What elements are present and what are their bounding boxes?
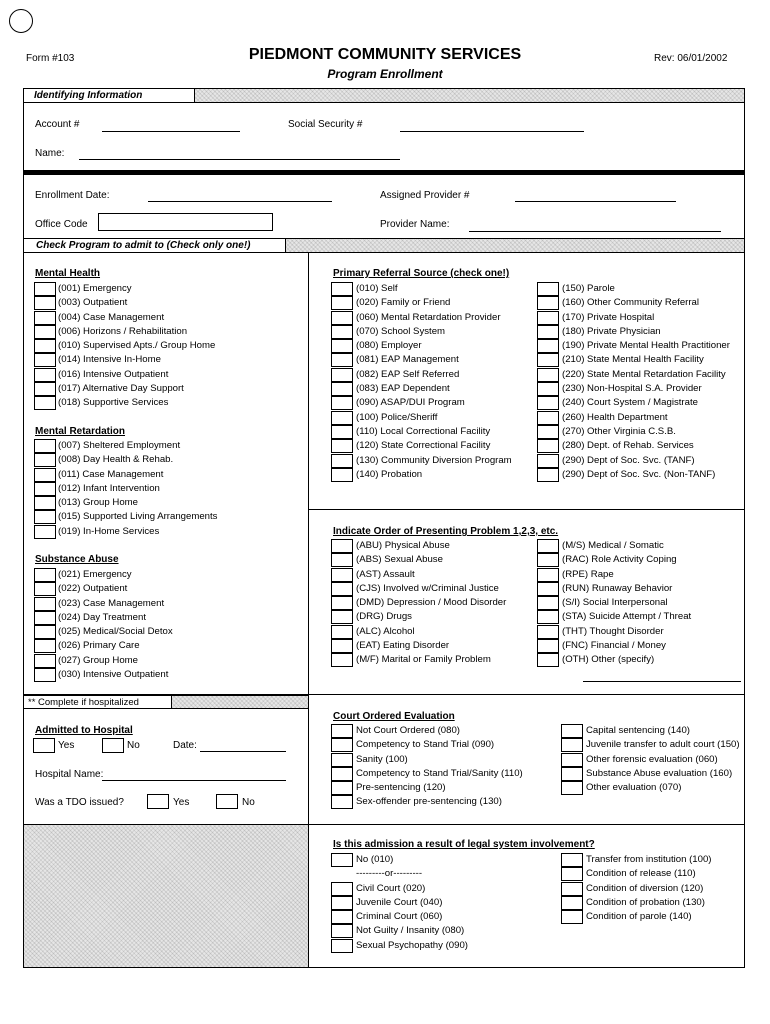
checkbox[interactable] — [331, 439, 353, 453]
mental-retardation-heading: Mental Retardation — [35, 426, 126, 437]
checkbox[interactable] — [34, 639, 56, 653]
admitted-yes-label: Yes — [58, 740, 75, 751]
rank-box[interactable] — [537, 553, 559, 567]
ssn-field[interactable] — [400, 131, 584, 132]
legal-involvement-heading: Is this admission a result of legal system involvement? — [333, 839, 595, 850]
rank-box[interactable] — [331, 596, 353, 610]
checkbox[interactable] — [34, 296, 56, 310]
page-title: PIEDMONT COMMUNITY SERVICES — [248, 46, 522, 63]
rank-box[interactable] — [537, 596, 559, 610]
checkbox[interactable] — [331, 425, 353, 439]
court-evaluation-heading: Court Ordered Evaluation — [333, 711, 455, 722]
hospital-name-label: Hospital Name: — [35, 769, 104, 780]
enrollment-date-label: Enrollment Date: — [35, 190, 110, 201]
checkbox[interactable] — [537, 468, 559, 482]
account-field[interactable] — [102, 131, 240, 132]
thick-divider — [23, 171, 745, 175]
hospital-note: ** Complete if hospitalized — [23, 695, 172, 709]
checkbox[interactable] — [537, 396, 559, 410]
checkbox[interactable] — [331, 724, 353, 738]
checkbox[interactable] — [561, 867, 583, 881]
ssn-label: Social Security # — [288, 119, 363, 130]
referral-heading: Primary Referral Source (check one!) — [333, 268, 510, 279]
checkbox[interactable] — [331, 296, 353, 310]
checkbox[interactable] — [34, 368, 56, 382]
checkbox[interactable] — [331, 924, 353, 938]
checkbox[interactable] — [331, 353, 353, 367]
checkbox[interactable] — [331, 853, 353, 867]
checkbox[interactable] — [34, 582, 56, 596]
admitted-yes-checkbox[interactable] — [33, 738, 55, 753]
rank-box[interactable] — [331, 568, 353, 582]
checkbox[interactable] — [537, 454, 559, 468]
checkbox[interactable] — [34, 611, 56, 625]
rank-box[interactable] — [331, 553, 353, 567]
checkbox[interactable] — [331, 896, 353, 910]
other-specify-field[interactable] — [583, 681, 741, 682]
checkbox[interactable] — [561, 724, 583, 738]
checkbox[interactable] — [537, 411, 559, 425]
tdo-yes-label: Yes — [173, 797, 190, 808]
rank-box[interactable] — [331, 610, 353, 624]
checkbox[interactable] — [34, 339, 56, 353]
column-divider — [308, 253, 309, 967]
checkbox[interactable] — [331, 468, 353, 482]
checkbox[interactable] — [537, 339, 559, 353]
checkbox[interactable] — [331, 781, 353, 795]
revision-date: Rev: 06/01/2002 — [654, 53, 728, 64]
rank-box[interactable] — [537, 639, 559, 653]
checkbox[interactable] — [34, 525, 56, 539]
checkbox[interactable] — [561, 781, 583, 795]
office-code-label: Office Code — [35, 219, 88, 230]
section-bar-fill — [194, 88, 745, 103]
hatched-area — [24, 825, 308, 967]
checkbox[interactable] — [537, 439, 559, 453]
checkbox[interactable] — [34, 482, 56, 496]
checkbox[interactable] — [34, 453, 56, 467]
checkbox[interactable] — [331, 382, 353, 396]
checkbox[interactable] — [561, 910, 583, 924]
checkbox[interactable] — [34, 496, 56, 510]
checkbox[interactable] — [34, 510, 56, 524]
checkbox[interactable] — [331, 767, 353, 781]
name-label: Name: — [35, 148, 65, 159]
checkbox[interactable] — [34, 625, 56, 639]
punch-hole-circle — [9, 9, 33, 33]
checkbox[interactable] — [34, 597, 56, 611]
checkbox[interactable] — [561, 753, 583, 767]
rank-box[interactable] — [331, 582, 353, 596]
rank-box[interactable] — [537, 539, 559, 553]
rank-box[interactable] — [331, 539, 353, 553]
program-section-label: Check Program to admit to (Check only one!) — [23, 238, 286, 253]
checkbox[interactable] — [537, 282, 559, 296]
identifying-section-label: Identifying Information — [23, 88, 195, 103]
checkbox[interactable] — [561, 896, 583, 910]
form-number: Form #103 — [26, 53, 75, 64]
checkbox[interactable] — [331, 454, 353, 468]
checkbox[interactable] — [331, 939, 353, 953]
divider — [308, 509, 745, 510]
checkbox[interactable] — [537, 325, 559, 339]
checkbox[interactable] — [537, 382, 559, 396]
rank-box[interactable] — [537, 625, 559, 639]
rank-box[interactable] — [537, 610, 559, 624]
admitted-hospital-heading: Admitted to Hospital — [35, 725, 133, 736]
admitted-no-checkbox[interactable] — [102, 738, 124, 753]
checkbox[interactable] — [537, 311, 559, 325]
checkbox[interactable] — [34, 353, 56, 367]
checkbox[interactable] — [34, 654, 56, 668]
divider — [308, 694, 745, 695]
checkbox[interactable] — [34, 439, 56, 453]
checkbox[interactable] — [331, 795, 353, 809]
provider-number-field[interactable] — [515, 201, 676, 202]
checkbox[interactable] — [331, 738, 353, 752]
provider-number-label: Assigned Provider # — [380, 190, 470, 201]
office-code-field[interactable] — [98, 213, 273, 231]
rank-box[interactable] — [331, 653, 353, 667]
checkbox[interactable] — [331, 282, 353, 296]
provider-name-label: Provider Name: — [380, 219, 450, 230]
mental-health-heading: Mental Health — [35, 268, 101, 279]
checkbox[interactable] — [537, 425, 559, 439]
checkbox[interactable] — [34, 311, 56, 325]
admit-date-label: Date: — [173, 740, 197, 751]
checkbox[interactable] — [537, 368, 559, 382]
checkbox[interactable] — [561, 882, 583, 896]
checkbox[interactable] — [34, 382, 56, 396]
section-bar-fill — [171, 695, 309, 709]
substance-abuse-heading: Substance Abuse — [35, 554, 119, 565]
checkbox[interactable] — [34, 468, 56, 482]
enrollment-date-field[interactable] — [148, 201, 332, 202]
hospital-name-field[interactable] — [102, 780, 286, 781]
checkbox[interactable] — [331, 882, 353, 896]
page-subtitle: Program Enrollment — [327, 67, 443, 81]
rank-box[interactable] — [537, 582, 559, 596]
checkbox[interactable] — [331, 396, 353, 410]
checkbox[interactable] — [34, 568, 56, 582]
tdo-label: Was a TDO issued? — [35, 797, 124, 808]
checkbox[interactable] — [34, 396, 56, 410]
checkbox[interactable] — [331, 411, 353, 425]
tdo-no-checkbox[interactable] — [216, 794, 238, 809]
checkbox[interactable] — [537, 353, 559, 367]
provider-name-field[interactable] — [469, 231, 721, 232]
checkbox[interactable] — [537, 296, 559, 310]
checkbox[interactable] — [561, 767, 583, 781]
checkbox[interactable] — [331, 339, 353, 353]
checkbox[interactable] — [331, 311, 353, 325]
tdo-no-label: No — [242, 797, 255, 808]
rank-box[interactable] — [537, 653, 559, 667]
admit-date-field[interactable] — [200, 751, 286, 752]
checkbox[interactable] — [331, 325, 353, 339]
checkbox[interactable] — [34, 282, 56, 296]
admitted-no-label: No — [127, 740, 140, 751]
rank-box[interactable] — [331, 639, 353, 653]
checkbox[interactable] — [331, 368, 353, 382]
checkbox[interactable] — [561, 738, 583, 752]
checkbox[interactable] — [34, 668, 56, 682]
checkbox[interactable] — [331, 910, 353, 924]
presenting-problem-heading: Indicate Order of Presenting Problem 1,2,3, etc. — [333, 526, 559, 537]
rank-box[interactable] — [537, 568, 559, 582]
account-label: Account # — [35, 119, 80, 130]
checkbox[interactable] — [34, 325, 56, 339]
checkbox[interactable] — [561, 853, 583, 867]
section-bar-fill — [285, 238, 745, 253]
name-field[interactable] — [79, 159, 400, 160]
tdo-yes-checkbox[interactable] — [147, 794, 169, 809]
rank-box[interactable] — [331, 625, 353, 639]
checkbox[interactable] — [331, 753, 353, 767]
